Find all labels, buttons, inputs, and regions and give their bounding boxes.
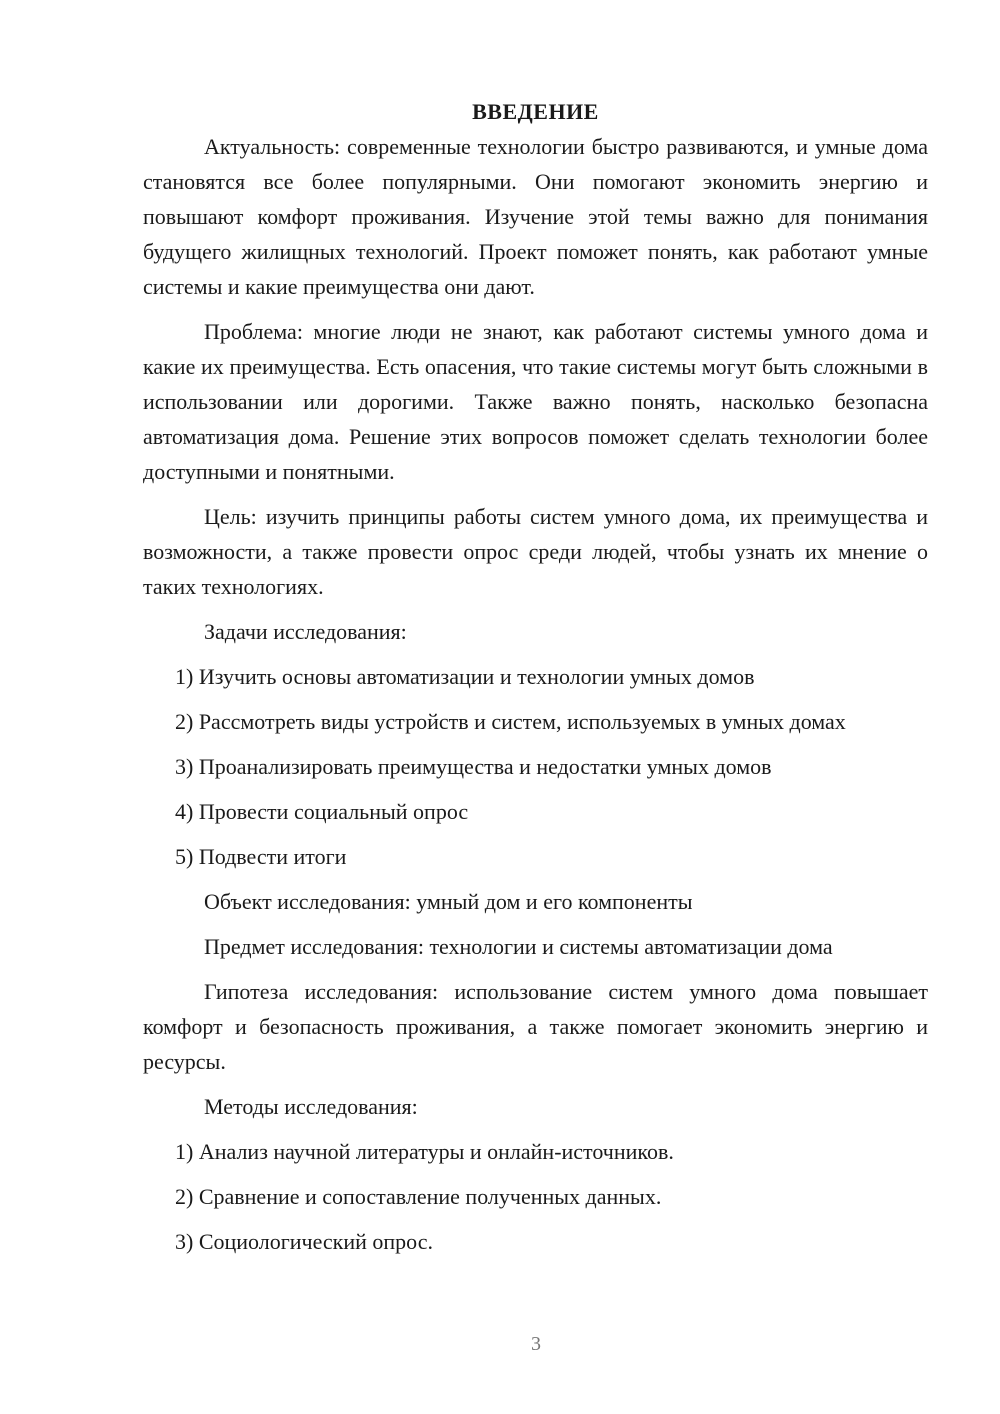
document-page [143,94,928,1269]
list-item: 4) Провести социальный опрос [175,799,469,824]
problem-paragraph: Проблема: многие люди не знают, как работают системы умного дома и какие их преимущества. Есть опасения, что такие системы могут быть сложными в использовании или дорогими. Также важно понять, насколько безопасна автоматизация дома. Решение этих вопросов поможет сделать технологии более доступными и понятными. [143,319,928,484]
subject-line: Предмет исследования: технологии и системы автоматизации дома [204,934,833,959]
hypothesis-paragraph: Гипотеза исследования: использование систем умного дома повышает комфорт и безопасность проживания, а также помогает экономить энергию и ресурсы. [143,979,928,1074]
tasks-heading: Задачи исследования: [204,619,407,644]
goal-paragraph: Цель: изучить принципы работы систем умного дома, их преимущества и возможности, а также провести опрос среди людей, чтобы узнать их мнение о таких технологиях. [143,504,928,599]
list-item: 2) Сравнение и сопоставление полученных данных. [175,1184,662,1209]
tasks-list [143,659,928,874]
list-item: 1) Анализ научной литературы и онлайн-источников. [175,1139,674,1164]
list-item: 2) Рассмотреть виды устройств и систем, используемых в умных домах [175,709,846,734]
list-item: 3) Социологический опрос. [175,1229,433,1254]
object-line: Объект исследования: умный дом и его компоненты [204,889,693,914]
relevance-paragraph: Актуальность: современные технологии быстро развиваются, и умные дома становятся все более популярными. Они помогают экономить энергию и повышают комфорт проживания. Изучение этой темы важно для понимания будущего жилищных технологий. Проект поможет понять, как работают умные системы и какие преимущества они дают. [143,134,928,299]
list-item: 5) Подвести итоги [175,844,347,869]
list-item: 3) Проанализировать преимущества и недостатки умных домов [175,754,772,779]
page-title: ВВЕДЕНИЕ [472,99,599,124]
page-number: 3 [531,1333,541,1355]
methods-list [143,1134,928,1259]
methods-heading: Методы исследования: [204,1094,418,1119]
list-item: 1) Изучить основы автоматизации и технологии умных домов [175,664,755,689]
